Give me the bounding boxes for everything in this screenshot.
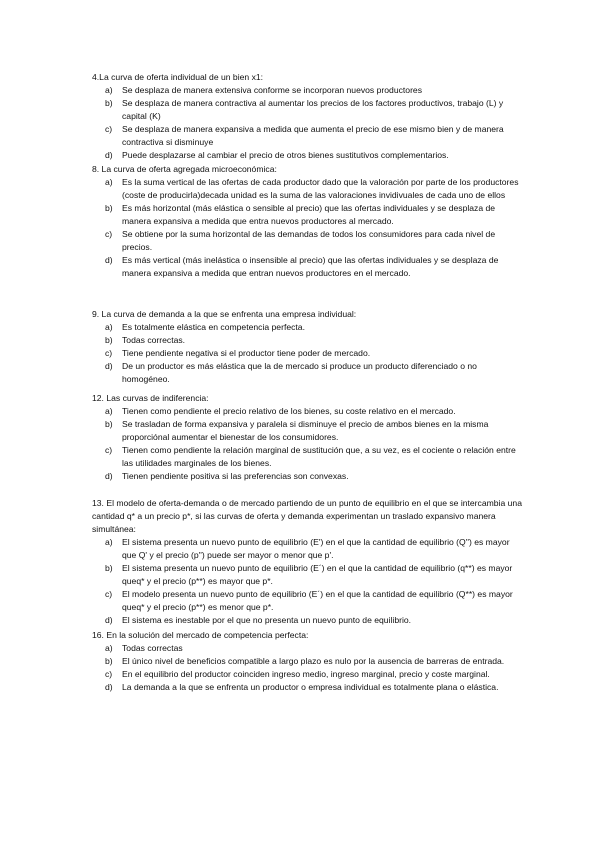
option-text: Es más vertical (más inelástica o insensible al precio) que las ofertas individuales y se desplaza de manera expansiva a medida que entran nuevos productores en el mercado. — [122, 255, 499, 278]
option-label: d) — [105, 361, 113, 371]
option-d — [92, 470, 522, 483]
option-text: Se desplaza de manera extensiva conforme se incorporan nuevos productores — [122, 85, 423, 95]
option-text: El sistema presenta un nuevo punto de equilibrio (E´) en el que la cantidad de equilibrio (q**) es mayor queq* y el precio (p**) es mayor que p*. — [122, 563, 513, 586]
option-a — [92, 176, 522, 202]
question-title: 16. En la solución del mercado de competencia perfecta: — [92, 630, 309, 640]
option-c — [92, 347, 522, 360]
option-label: c) — [105, 589, 113, 599]
question-8 — [92, 163, 522, 280]
option-text: El único nivel de beneficios compatible a largo plazo es nulo por la ausencia de barreras de entrada. — [122, 656, 505, 666]
option-c — [92, 588, 522, 614]
option-label: b) — [105, 563, 113, 573]
option-label: a) — [105, 322, 113, 332]
option-label: d) — [105, 150, 113, 160]
option-text: Se obtiene por la suma horizontal de las demandas de todos los consumidores para cada nivel de precios. — [122, 229, 496, 252]
question-16 — [92, 629, 522, 694]
option-label: d) — [105, 682, 113, 692]
option-text: El modelo presenta un nuevo punto de equilibrio (E´) en el que la cantidad de equilibrio (Q**) es mayor queq* y el precio (p**) es menor que p*. — [122, 589, 513, 612]
question-title: 4.La curva de oferta individual de un bien x1: — [92, 72, 264, 82]
option-text: Tienen como pendiente la relación marginal de sustitución que, a su vez, es el cociente o relación entre las utilidades marginales de los bienes. — [122, 445, 516, 468]
option-text: Se trasladan de forma expansiva y paralela si disminuye el precio de ambos bienes en la misma proporciónal aumentar el bienestar de los consumidores. — [122, 419, 489, 442]
option-c — [92, 123, 522, 149]
option-text: Es totalmente elástica en competencia perfecta. — [122, 322, 305, 332]
option-d — [92, 360, 522, 386]
option-text: El sistema presenta un nuevo punto de equilibrio (E') en el que la cantidad de equilibrio (Q'') es mayor que Q' y el precio (p'') puede ser mayor o menor que p'. — [122, 537, 510, 560]
option-text: El sistema es inestable por el que no presenta un nuevo punto de equilibrio. — [122, 615, 412, 625]
option-b — [92, 202, 522, 228]
option-label: b) — [105, 98, 113, 108]
option-text: Tiene pendiente negativa si el productor tiene poder de mercado. — [122, 348, 371, 358]
option-a — [92, 84, 522, 97]
option-label: c) — [105, 348, 113, 358]
option-c — [92, 228, 522, 254]
option-text: Todas correctas. — [122, 335, 186, 345]
option-a — [92, 536, 522, 562]
option-b — [92, 562, 522, 588]
option-label: c) — [105, 229, 113, 239]
option-text: Puede desplazarse al cambiar el precio de otros bienes sustitutivos complementarios. — [122, 150, 449, 160]
option-label: a) — [105, 85, 113, 95]
option-label: a) — [105, 177, 113, 187]
option-text: Tienen como pendiente el precio relativo de los bienes, su coste relativo en el mercado. — [122, 406, 456, 416]
option-text: La demanda a la que se enfrenta un productor o empresa individual es totalmente plana o elástica. — [122, 682, 499, 692]
option-label: a) — [105, 406, 113, 416]
option-label: a) — [105, 537, 113, 547]
question-9 — [92, 308, 522, 386]
question-title: 12. Las curvas de indiferencia: — [92, 393, 209, 403]
option-label: b) — [105, 419, 113, 429]
option-text: Se desplaza de manera contractiva al aumentar los precios de los factores productivos, trabajo (L) y capital (K) — [122, 98, 504, 121]
option-d — [92, 254, 522, 280]
question-title: 8. La curva de oferta agregada microeconómica: — [92, 164, 277, 174]
option-a — [92, 642, 522, 655]
option-d — [92, 149, 522, 162]
option-b — [92, 97, 522, 123]
option-label: d) — [105, 471, 113, 481]
option-a — [92, 321, 522, 334]
question-12 — [92, 392, 522, 483]
option-label: c) — [105, 124, 113, 134]
question-title: 13. El modelo de oferta-demanda o de mercado partiendo de un punto de equilibrio en el que se intercambia una cantidad q* a un precio p*, si las curvas de oferta y demanda experimentan un traslado expansivo manera simultánea: — [92, 498, 525, 534]
option-text: Todas correctas — [122, 643, 183, 653]
option-d — [92, 614, 522, 627]
option-label: c) — [105, 669, 113, 679]
question-title: 9. La curva de demanda a la que se enfrenta una empresa individual: — [92, 309, 357, 319]
option-b — [92, 655, 522, 668]
option-label: b) — [105, 335, 113, 345]
option-b — [92, 418, 522, 444]
option-c — [92, 444, 522, 470]
option-c — [92, 668, 522, 681]
option-d — [92, 681, 522, 694]
option-text: Se desplaza de manera expansiva a medida que aumenta el precio de ese mismo bien y de manera contractiva si disminuye — [122, 124, 504, 147]
option-label: a) — [105, 643, 113, 653]
option-text: En el equilibrio del productor coinciden ingreso medio, ingreso marginal, precio y coste marginal. — [122, 669, 490, 679]
option-text: Es la suma vertical de las ofertas de cada productor dado que la valoración por parte de los productores (coste de producirla)decada unidad es la suma de las valoraciones invidivuales de cada uno de ellos — [122, 177, 519, 200]
option-label: c) — [105, 445, 113, 455]
question-4 — [92, 71, 522, 162]
option-label: b) — [105, 203, 113, 213]
option-label: b) — [105, 656, 113, 666]
option-text: Es más horizontal (más elástica o sensible al precio) que las ofertas individuales y se desplaza de manera expansiva a medida que entra nuevos productores al mercado. — [122, 203, 496, 226]
option-a — [92, 405, 522, 418]
option-label: d) — [105, 255, 113, 265]
option-b — [92, 334, 522, 347]
option-text: Tienen pendiente positiva si las preferencias son convexas. — [122, 471, 349, 481]
question-13 — [92, 497, 525, 627]
option-label: d) — [105, 615, 113, 625]
option-text: De un productor es más elástica que la de mercado si produce un producto diferenciado o no homogéneo. — [122, 361, 477, 384]
